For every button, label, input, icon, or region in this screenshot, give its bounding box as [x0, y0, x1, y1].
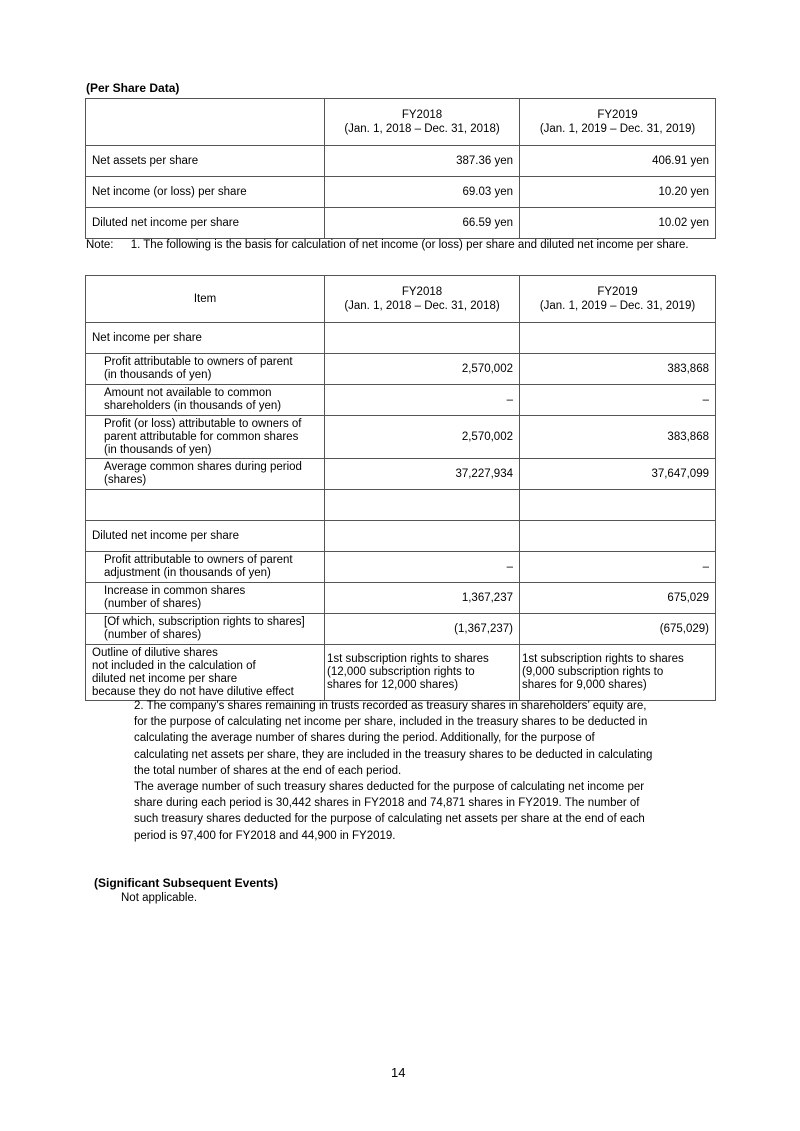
row-label: Diluted net income per share — [86, 208, 325, 239]
row-label — [86, 552, 325, 583]
row-fy2019-value: 406.91 yen — [520, 146, 716, 177]
row-fy2019-value: – — [520, 552, 716, 583]
per-share-table — [85, 98, 716, 239]
row-fy2018-value: – — [325, 552, 520, 583]
note-2-line: calculating the average number of shares during the period. Additionally, for the purpose of — [134, 732, 595, 745]
row-fy2018-value: 2,570,002 — [325, 416, 520, 459]
row-fy2018-value: 69.03 yen — [325, 177, 520, 208]
row-fy2018-value: 2,570,002 — [325, 354, 520, 385]
empty-cell — [325, 521, 520, 552]
fy2018-period: (Jan. 1, 2018 – Dec. 31, 2018) — [344, 300, 500, 312]
row-fy2019-value: 675,029 — [520, 583, 716, 614]
diluted-header: Diluted net income per share — [86, 521, 325, 552]
note-2-line: 2. The company’s shares remaining in trusts recorded as treasury shares in shareholders’ equity are, — [134, 700, 647, 712]
note-2-line: the total number of shares at the end of each period. — [134, 764, 402, 777]
label-line: adjustment (in thousands of yen) — [104, 567, 271, 579]
fy2018-label: FY2018 — [401, 109, 443, 121]
note-2-line: calculating net assets per share, they are included in the treasury shares to be deducted in calculating — [134, 748, 653, 761]
row-label — [86, 614, 325, 645]
table-row — [86, 416, 716, 459]
value-line: 1st subscription rights to shares — [522, 653, 684, 665]
fy2019-period: (Jan. 1, 2019 – Dec. 31, 2019) — [539, 123, 696, 135]
row-label: Net income (or loss) per share — [86, 177, 325, 208]
row-label — [86, 354, 325, 385]
fy2018-period: (Jan. 1, 2018 – Dec. 31, 2018) — [344, 123, 500, 135]
table-row — [86, 208, 716, 239]
row-fy2019-value — [520, 645, 716, 701]
empty-cell — [86, 490, 325, 521]
row-label — [86, 416, 325, 459]
per-share-fy2019-header — [520, 99, 716, 146]
subsequent-events-text: Not applicable. — [121, 892, 198, 904]
per-share-header-row — [86, 99, 716, 146]
row-fy2019-value: 383,868 — [520, 416, 716, 459]
row-label — [86, 385, 325, 416]
empty-cell — [325, 323, 520, 354]
empty-cell — [520, 323, 716, 354]
label-line: (shares) — [104, 474, 147, 486]
value-line: 1st subscription rights to shares — [327, 653, 489, 665]
spacer-row — [86, 490, 716, 521]
page-number: 14 — [391, 1065, 406, 1080]
label-line: Profit attributable to owners of parent — [104, 356, 293, 368]
table-row — [86, 459, 716, 490]
net-income-section-row — [86, 323, 716, 354]
net-income-header: Net income per share — [86, 323, 325, 354]
row-fy2018-value: 66.59 yen — [325, 208, 520, 239]
fy2019-label: FY2019 — [597, 109, 638, 121]
fy2019-period: (Jan. 1, 2019 – Dec. 31, 2019) — [539, 300, 696, 312]
note-prefix: Note: — [86, 239, 114, 251]
fy2019-label: FY2019 — [597, 286, 638, 298]
row-fy2019-value: 383,868 — [520, 354, 716, 385]
row-fy2019-value: 10.02 yen — [520, 208, 716, 239]
basis-fy2018-header — [325, 276, 520, 323]
row-fy2018-value: – — [325, 385, 520, 416]
value-line: (12,000 subscription rights to — [327, 666, 475, 678]
label-line: (number of shares) — [104, 629, 202, 641]
subsequent-events-title: (Significant Subsequent Events) — [94, 876, 279, 890]
row-fy2018-value: (1,367,237) — [325, 614, 520, 645]
label-line: shareholders (in thousands of yen) — [104, 400, 282, 412]
empty-cell — [520, 490, 716, 521]
note-1-text: 1. The following is the basis for calculation of net income (or loss) per share and diluted net income per share. — [130, 239, 689, 251]
basis-header-row — [86, 276, 716, 323]
label-line: because they do not have dilutive effect — [92, 685, 294, 698]
note-1 — [86, 239, 689, 251]
label-line: Profit (or loss) attributable to owners of — [104, 417, 302, 430]
row-fy2018-value: 1,367,237 — [325, 583, 520, 614]
basis-fy2019-header — [520, 276, 716, 323]
label-line: Profit attributable to owners of parent — [104, 554, 293, 566]
label-line: Increase in common shares — [104, 585, 246, 597]
table-row — [86, 645, 716, 701]
note-2-line: for the purpose of calculating net income per share, included in the treasury shares to be deducted in — [134, 716, 648, 729]
item-header: Item — [86, 276, 325, 323]
table-row — [86, 552, 716, 583]
basis-table — [85, 275, 716, 701]
table-row — [86, 354, 716, 385]
value-line: shares for 9,000 shares) — [522, 679, 647, 691]
value-line: (9,000 subscription rights to — [522, 666, 664, 678]
note-2-line: period is 97,400 for FY2018 and 44,900 in FY2019. — [134, 829, 396, 842]
label-line: parent attributable for common shares — [104, 430, 299, 443]
row-fy2019-value: 37,647,099 — [520, 459, 716, 490]
per-share-fy2018-header — [325, 99, 520, 146]
note-2-line: share during each period is 30,442 shares in FY2018 and 74,871 shares in FY2019. The number of — [134, 797, 640, 810]
note-2 — [134, 698, 694, 844]
row-label — [86, 583, 325, 614]
row-fy2019-value: 10.20 yen — [520, 177, 716, 208]
label-line: (number of shares) — [104, 598, 202, 610]
empty-cell — [325, 490, 520, 521]
row-fy2018-value: 387.36 yen — [325, 146, 520, 177]
label-line: not included in the calculation of — [92, 659, 256, 672]
table-row — [86, 146, 716, 177]
row-fy2019-value: (675,029) — [520, 614, 716, 645]
diluted-section-row — [86, 521, 716, 552]
label-line: (in thousands of yen) — [104, 443, 212, 456]
row-fy2018-value: 37,227,934 — [325, 459, 520, 490]
note-2-line: such treasury shares deducted for the purpose of calculating net assets per share at the end of each — [134, 813, 645, 826]
value-line: shares for 12,000 shares) — [327, 679, 459, 691]
label-line: Outline of dilutive shares — [92, 646, 218, 659]
row-label — [86, 645, 325, 701]
row-fy2018-value — [325, 645, 520, 701]
label-line: (in thousands of yen) — [104, 369, 212, 381]
note-2-line: The average number of such treasury shares deducted for the purpose of calculating net income per — [134, 781, 645, 794]
label-line: Average common shares during period — [104, 461, 302, 473]
label-line: [Of which, subscription rights to shares] — [104, 616, 305, 628]
empty-cell — [520, 521, 716, 552]
table-row — [86, 614, 716, 645]
table-row — [86, 583, 716, 614]
row-fy2019-value: – — [520, 385, 716, 416]
row-label — [86, 459, 325, 490]
label-line: diluted net income per share — [92, 672, 238, 685]
table-row — [86, 385, 716, 416]
per-share-empty-header — [86, 99, 325, 146]
table-row — [86, 177, 716, 208]
per-share-section-title: (Per Share Data) — [86, 81, 180, 95]
fy2018-label: FY2018 — [401, 286, 443, 298]
row-label: Net assets per share — [86, 146, 325, 177]
label-line: Amount not available to common — [104, 387, 272, 399]
